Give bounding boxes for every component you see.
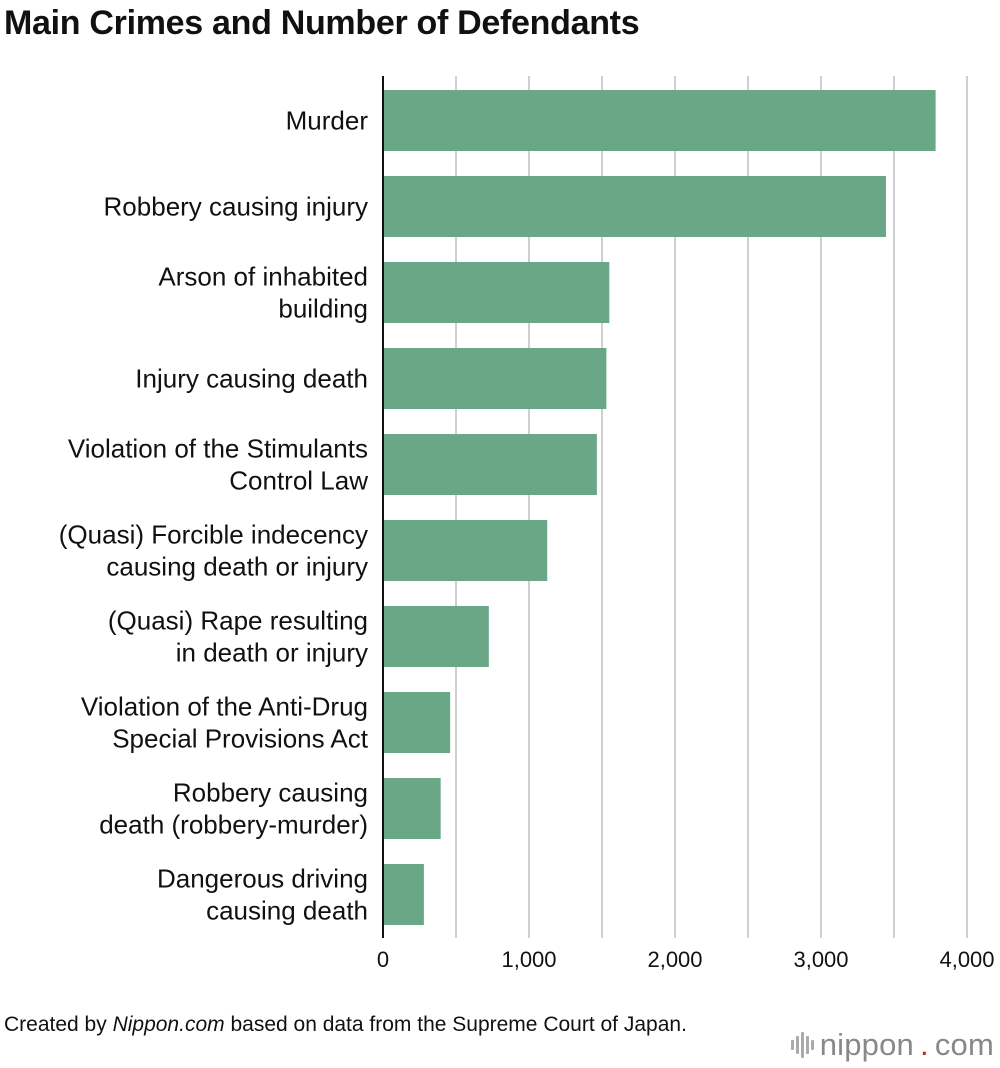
category-label-line: Robbery causing injury	[103, 191, 368, 222]
bar	[383, 176, 886, 237]
category-label	[81, 692, 369, 754]
category-label-line: causing death or injury	[106, 551, 368, 582]
chart-title: Main Crimes and Number of Defendants	[4, 4, 640, 42]
bar	[383, 262, 609, 323]
x-tick-labels	[377, 947, 995, 972]
source-suffix: based on data from the Supreme Court of Japan.	[224, 1013, 687, 1036]
category-label	[68, 434, 368, 496]
category-label-line: Control Law	[229, 465, 368, 496]
bar	[383, 434, 597, 495]
category-label	[286, 106, 369, 136]
category-label-line: Violation of the Stimulants	[67, 433, 368, 464]
category-label-line: Special Provisions Act	[112, 723, 368, 754]
bar	[383, 606, 489, 667]
brand-dot: .	[920, 1027, 929, 1062]
bar	[383, 520, 547, 581]
category-label	[157, 864, 368, 926]
category-label-line: Violation of the Anti-Drug	[80, 691, 368, 722]
bar	[383, 692, 450, 753]
sound-wave-icon	[791, 1032, 814, 1058]
brand-tld: com	[934, 1027, 994, 1062]
category-label-line: (Quasi) Rape resulting	[107, 605, 368, 636]
category-label	[135, 364, 368, 394]
x-tick-label: 1,000	[501, 947, 557, 972]
x-tick-label: 2,000	[647, 947, 703, 972]
x-tick-label: 0	[376, 947, 390, 972]
bar	[383, 864, 424, 925]
category-label-line: Dangerous driving	[156, 863, 368, 894]
category-label-line: causing death	[206, 895, 368, 926]
category-labels	[59, 106, 369, 926]
category-label-line: Murder	[285, 105, 368, 136]
category-label	[59, 520, 368, 582]
source-note	[4, 1012, 724, 1038]
category-label-line: Robbery causing	[172, 777, 368, 808]
bar	[383, 90, 936, 151]
category-label	[108, 606, 368, 668]
brand-name: nippon	[819, 1027, 914, 1062]
source-prefix: Created by	[4, 1013, 113, 1036]
brand-logo	[791, 1027, 994, 1063]
category-label-line: building	[278, 293, 368, 324]
category-label-line: (Quasi) Forcible indecency	[58, 519, 368, 550]
category-label-line: Injury causing death	[135, 363, 368, 394]
category-label-line: in death or injury	[175, 637, 368, 668]
bars	[383, 90, 936, 925]
source-site: Nippon.com	[112, 1013, 225, 1036]
category-label-line: death (robbery-murder)	[99, 809, 368, 840]
bar	[383, 778, 441, 839]
bar	[383, 348, 606, 409]
category-label	[99, 778, 368, 840]
x-tick-label: 3,000	[793, 947, 849, 972]
category-label-line: Arson of inhabited	[158, 261, 368, 292]
category-label	[158, 262, 368, 324]
x-tick-label: 4,000	[939, 947, 995, 972]
category-label	[104, 192, 368, 222]
